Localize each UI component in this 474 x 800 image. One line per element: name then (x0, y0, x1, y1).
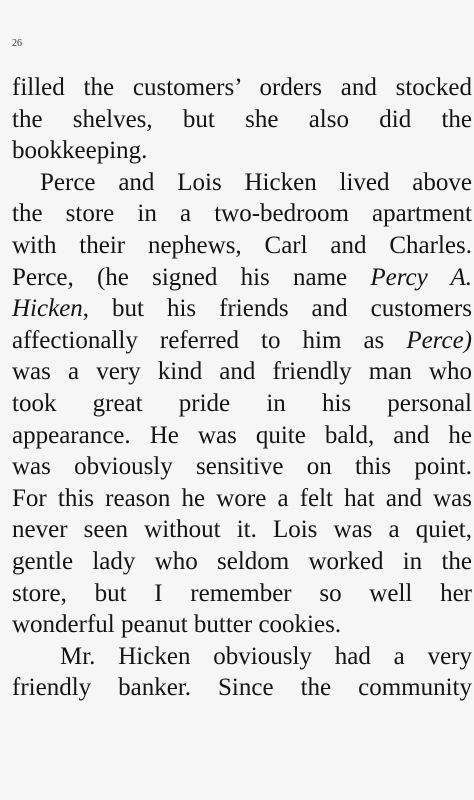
page-number: 26 (12, 38, 22, 49)
text-span: gentle lady who seldom worked in the (12, 547, 472, 575)
text-line (12, 514, 472, 546)
text-line (12, 672, 472, 704)
text-span: Mr. Hicken obviously had a very (60, 642, 472, 670)
text-span: wonderful peanut butter cookies. (12, 611, 342, 639)
text-span: store, but I remember so well her (12, 579, 472, 607)
text-span: the store in a two-bedroom apartment (12, 200, 472, 228)
text-span: Perce, (he signed his name (12, 263, 371, 291)
text-span: Perce and Lois Hicken lived above (40, 168, 472, 196)
text-span: , but his friends and customers (82, 295, 472, 323)
text-line (12, 356, 472, 388)
text-span: affectionally referred to him as (12, 326, 407, 354)
text-span: with their nephews, Carl and Charles. (12, 231, 472, 259)
text-line (12, 641, 472, 673)
text-line (12, 388, 472, 420)
text-line (12, 325, 472, 357)
text-line (12, 546, 472, 578)
italic-text: Perce) (406, 326, 472, 354)
italic-text: Hicken (12, 295, 83, 323)
text-line (12, 167, 472, 199)
text-line (12, 420, 472, 452)
italic-text: Percy A. (370, 263, 472, 291)
text-span: friendly banker. Since the community (12, 674, 472, 702)
text-line (12, 198, 472, 230)
text-line (12, 72, 472, 104)
text-line (12, 262, 472, 294)
text-span: bookkeeping. (12, 137, 148, 165)
text-span: For this reason he wore a felt hat and was (12, 484, 472, 512)
text-span: took great pride in his personal (12, 389, 472, 417)
text-line (12, 578, 472, 610)
text-span: appearance. He was quite bald, and he (12, 421, 472, 449)
text-line (12, 104, 472, 136)
text-line (12, 230, 472, 262)
text-line (12, 293, 472, 325)
text-span: never seen without it. Lois was a quiet, (12, 516, 472, 544)
text-span: filled the customers’ orders and stocked (12, 74, 472, 101)
text-line (12, 483, 472, 515)
text-line (12, 609, 472, 641)
body-text (12, 72, 472, 704)
text-span: was a very kind and friendly man who (12, 358, 472, 386)
text-line (12, 451, 472, 483)
text-span: was obviously sensitive on this point. (12, 453, 472, 481)
text-line (12, 135, 472, 167)
text-span: the shelves, but she also did the (12, 105, 472, 133)
